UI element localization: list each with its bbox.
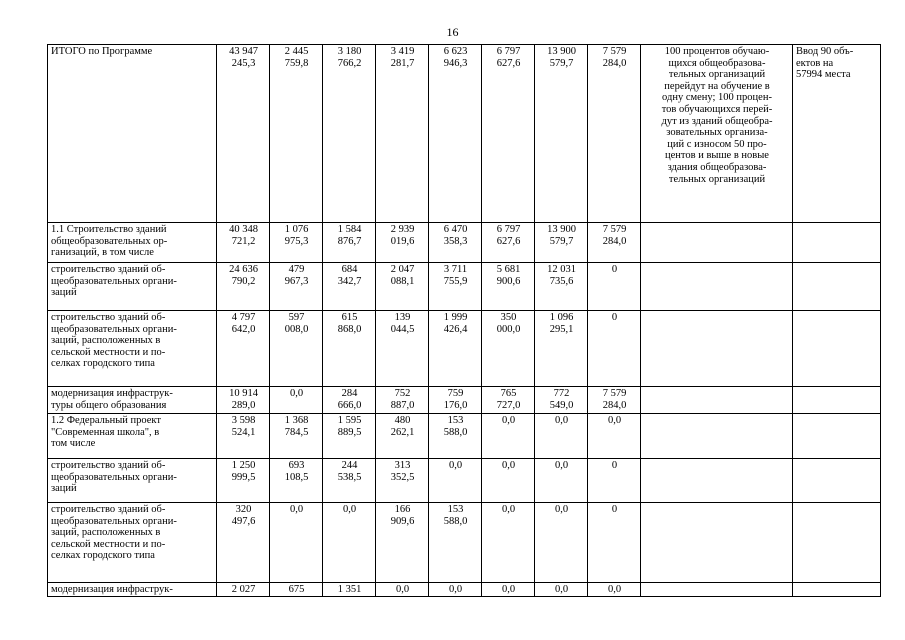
cell-line: 876,7 — [337, 235, 362, 247]
cell-line: 0,0 — [607, 415, 622, 426]
cell-line: 0,0 — [554, 504, 569, 515]
cell-line: 0 — [611, 312, 618, 323]
cell-line: 10 914 — [229, 388, 258, 399]
cell-line: 721,2 — [231, 235, 256, 247]
value-cell — [323, 503, 376, 583]
cell-line: строительство зданий об- — [51, 504, 166, 515]
row-label-cell — [48, 459, 217, 503]
cell-line: 784,5 — [284, 426, 309, 438]
program-funding-table — [47, 44, 881, 597]
value-cell — [535, 583, 588, 597]
cell-line: 627,6 — [496, 235, 521, 247]
cell-line: 549,0 — [549, 399, 574, 411]
page-number: 16 — [446, 25, 459, 39]
cell-line: 13 900 — [547, 224, 576, 235]
cell-line: 1 076 — [284, 224, 309, 235]
value-cell — [270, 387, 323, 414]
result-cell — [641, 583, 793, 597]
cell-line: модернизация инфраструк- — [51, 388, 173, 399]
value-cell — [429, 263, 482, 311]
row-label-cell — [48, 263, 217, 311]
cell-line: здания общеобразова- — [667, 161, 767, 173]
value-cell — [588, 223, 641, 263]
value-cell — [376, 503, 429, 583]
cell-line: 579,7 — [549, 235, 574, 247]
result-cell — [641, 311, 793, 387]
value-cell — [535, 387, 588, 414]
cell-line: "Современная школа", в — [51, 426, 160, 438]
cell-line: 350 — [500, 312, 517, 323]
row-label-cell — [48, 414, 217, 459]
value-cell — [217, 311, 270, 387]
row-label-cell — [48, 387, 217, 414]
cell-line: 166 — [394, 504, 411, 515]
value-cell — [535, 311, 588, 387]
cell-line: дут из зданий общеобра- — [661, 115, 773, 127]
cell-line: одну смену; 100 процен- — [662, 92, 772, 104]
value-cell — [270, 414, 323, 459]
cell-line: 0,0 — [501, 415, 516, 426]
value-cell — [270, 263, 323, 311]
cell-line: сельской местности и по- — [51, 346, 166, 358]
value-cell — [535, 503, 588, 583]
cell-line: 967,3 — [284, 275, 309, 287]
cell-line: 57994 места — [796, 69, 851, 81]
cell-line: 153 — [447, 415, 464, 426]
cell-line: общеобразовательных ор- — [51, 235, 168, 247]
value-cell — [429, 387, 482, 414]
cell-line: 426,4 — [443, 323, 468, 335]
value-cell — [429, 583, 482, 597]
cell-line: 284,0 — [602, 235, 627, 247]
target-cell — [793, 387, 881, 414]
table-row — [48, 45, 881, 223]
value-cell — [535, 223, 588, 263]
value-cell — [376, 387, 429, 414]
result-cell — [641, 503, 793, 583]
row-label-cell — [48, 503, 217, 583]
cell-line: 153 — [447, 504, 464, 515]
cell-line: 588,0 — [443, 426, 468, 438]
cell-line: 088,1 — [390, 275, 415, 287]
cell-line: 3 180 — [337, 46, 362, 57]
cell-line: заций — [51, 483, 77, 495]
value-cell — [482, 223, 535, 263]
cell-line: 262,1 — [390, 426, 415, 438]
cell-line: тов обучающихся перей- — [661, 103, 773, 115]
cell-line: 176,0 — [443, 399, 468, 411]
cell-line: 0,0 — [554, 415, 569, 426]
value-cell — [376, 414, 429, 459]
value-cell — [535, 414, 588, 459]
cell-line: 0,0 — [289, 504, 304, 515]
value-cell — [376, 311, 429, 387]
value-cell — [323, 414, 376, 459]
cell-line: 909,6 — [390, 515, 415, 527]
value-cell — [323, 223, 376, 263]
cell-line: 0,0 — [289, 388, 304, 399]
value-cell — [588, 583, 641, 597]
value-cell — [217, 503, 270, 583]
value-cell — [588, 311, 641, 387]
cell-line: 2 939 — [390, 224, 415, 235]
row-label-cell — [48, 45, 217, 223]
cell-line: 0,0 — [342, 504, 357, 515]
value-cell — [535, 459, 588, 503]
table-row — [48, 503, 881, 583]
value-cell — [482, 503, 535, 583]
value-cell — [217, 414, 270, 459]
cell-line: 497,6 — [231, 515, 256, 527]
value-cell — [429, 503, 482, 583]
value-cell — [217, 583, 270, 597]
cell-line: 675 — [288, 584, 305, 595]
cell-line: заций, расположенных в — [51, 527, 161, 539]
cell-line: 1 368 — [284, 415, 309, 426]
cell-line: 579,7 — [549, 57, 574, 69]
table-row — [48, 263, 881, 311]
cell-line: 019,6 — [390, 235, 415, 247]
cell-line: туры общего образования — [51, 399, 167, 411]
cell-line: 900,6 — [496, 275, 521, 287]
cell-line: зовательных организа- — [666, 127, 768, 139]
cell-line: 358,3 — [443, 235, 468, 247]
row-label-cell — [48, 311, 217, 387]
cell-line: селках городского типа — [51, 550, 155, 562]
value-cell — [588, 387, 641, 414]
cell-line: 684 — [341, 264, 358, 275]
cell-line: 3 711 — [443, 264, 468, 275]
cell-line: 790,2 — [231, 275, 256, 287]
cell-line: 766,2 — [337, 57, 362, 69]
cell-line: заций — [51, 287, 77, 299]
cell-line: 666,0 — [337, 399, 362, 411]
cell-line: 000,0 — [496, 323, 521, 335]
target-cell — [793, 414, 881, 459]
target-cell — [793, 583, 881, 597]
cell-line: 3 598 — [231, 415, 256, 426]
cell-line: 889,5 — [337, 426, 362, 438]
target-cell — [793, 45, 881, 223]
cell-line: 0,0 — [501, 584, 516, 595]
value-cell — [323, 263, 376, 311]
cell-line: 313 — [394, 460, 411, 471]
cell-line: 479 — [288, 264, 305, 275]
cell-line: 887,0 — [390, 399, 415, 411]
cell-line: 289,0 — [231, 399, 256, 411]
cell-line: 524,1 — [231, 426, 256, 438]
cell-line: 2 445 — [284, 46, 309, 57]
cell-line: 1 250 — [231, 460, 256, 471]
cell-line: 0 — [611, 264, 618, 275]
value-cell — [482, 311, 535, 387]
target-cell — [793, 459, 881, 503]
value-cell — [429, 459, 482, 503]
cell-line: Ввод 90 объ- — [796, 46, 854, 57]
cell-line: 244 — [341, 460, 358, 471]
cell-line: селках городского типа — [51, 358, 155, 370]
cell-line: 6 470 — [443, 224, 468, 235]
value-cell — [482, 387, 535, 414]
value-cell — [323, 459, 376, 503]
value-cell — [588, 263, 641, 311]
cell-line: 7 579 — [602, 224, 627, 235]
cell-line: 108,5 — [284, 471, 309, 483]
cell-line: 24 636 — [229, 264, 258, 275]
value-cell — [217, 45, 270, 223]
cell-line: 6 797 — [496, 224, 521, 235]
cell-line: ИТОГО по Программе — [51, 46, 153, 57]
result-cell — [641, 459, 793, 503]
value-cell — [217, 223, 270, 263]
cell-line: 1 999 — [443, 312, 468, 323]
cell-line: 284,0 — [602, 399, 627, 411]
result-cell — [641, 263, 793, 311]
cell-line: 0,0 — [501, 460, 516, 471]
result-cell — [641, 45, 793, 223]
cell-line: тельных организаций — [668, 69, 766, 81]
cell-line: 0,0 — [448, 584, 463, 595]
table-row — [48, 311, 881, 387]
cell-line: 1 351 — [337, 584, 362, 595]
value-cell — [588, 414, 641, 459]
cell-line: 1.1 Строительство зданий — [51, 224, 167, 235]
value-cell — [323, 583, 376, 597]
value-cell — [429, 223, 482, 263]
value-cell — [482, 583, 535, 597]
table-row — [48, 459, 881, 503]
cell-line: 3 419 — [390, 46, 415, 57]
cell-line: 765 — [500, 388, 517, 399]
cell-line: 999,5 — [231, 471, 256, 483]
cell-line: ганизаций, в том числе — [51, 247, 154, 259]
value-cell — [217, 263, 270, 311]
cell-line: 342,7 — [337, 275, 362, 287]
cell-line: тельных организаций — [668, 173, 766, 185]
cell-line: щеобразовательных органи- — [51, 515, 177, 527]
cell-line: 12 031 — [547, 264, 576, 275]
cell-line: строительство зданий об- — [51, 312, 166, 323]
cell-line: 7 579 — [602, 388, 627, 399]
value-cell — [270, 459, 323, 503]
cell-line: 597 — [288, 312, 305, 323]
value-cell — [323, 387, 376, 414]
cell-line: заций, расположенных в — [51, 335, 161, 347]
cell-line: 1 096 — [549, 312, 574, 323]
value-cell — [376, 45, 429, 223]
cell-line: 6 797 — [496, 46, 521, 57]
cell-line: 40 348 — [229, 224, 258, 235]
value-cell — [429, 45, 482, 223]
cell-line: 044,5 — [390, 323, 415, 335]
cell-line: 0,0 — [395, 584, 410, 595]
target-cell — [793, 263, 881, 311]
cell-line: 100 процентов обучаю- — [664, 46, 770, 57]
cell-line: 615 — [341, 312, 358, 323]
cell-line: 6 623 — [443, 46, 468, 57]
cell-line: 0 — [611, 460, 618, 471]
result-cell — [641, 223, 793, 263]
cell-line: 642,0 — [231, 323, 256, 335]
cell-line: щеобразовательных органи- — [51, 323, 177, 335]
cell-line: щихся общеобразова- — [668, 57, 766, 69]
cell-line: 0,0 — [554, 460, 569, 471]
value-cell — [217, 387, 270, 414]
cell-line: 0,0 — [448, 460, 463, 471]
cell-line: 0,0 — [501, 504, 516, 515]
result-cell — [641, 387, 793, 414]
value-cell — [270, 311, 323, 387]
cell-line: 627,6 — [496, 57, 521, 69]
cell-line: том числе — [51, 438, 96, 450]
value-cell — [270, 503, 323, 583]
cell-line: щеобразовательных органи- — [51, 471, 177, 483]
cell-line: ектов на — [796, 57, 834, 69]
result-cell — [641, 414, 793, 459]
cell-line: 2 047 — [390, 264, 415, 275]
table-row — [48, 583, 881, 597]
cell-line: 7 579 — [602, 46, 627, 57]
cell-line: 946,3 — [443, 57, 468, 69]
value-cell — [588, 45, 641, 223]
cell-line: 295,1 — [549, 323, 574, 335]
value-cell — [429, 311, 482, 387]
cell-line: 1.2 Федеральный проект — [51, 415, 161, 426]
cell-line: 727,0 — [496, 399, 521, 411]
value-cell — [217, 459, 270, 503]
cell-line: 1 595 — [337, 415, 362, 426]
value-cell — [270, 45, 323, 223]
value-cell — [270, 583, 323, 597]
cell-line: 5 681 — [496, 264, 521, 275]
cell-line: 1 584 — [337, 224, 362, 235]
value-cell — [376, 223, 429, 263]
table-row — [48, 223, 881, 263]
cell-line: 755,9 — [443, 275, 468, 287]
value-cell — [270, 223, 323, 263]
cell-line: 281,7 — [390, 57, 415, 69]
cell-line: 0,0 — [554, 584, 569, 595]
value-cell — [482, 263, 535, 311]
cell-line: 588,0 — [443, 515, 468, 527]
cell-line: 43 947 — [229, 46, 258, 57]
cell-line: 975,3 — [284, 235, 309, 247]
target-cell — [793, 503, 881, 583]
cell-line: строительство зданий об- — [51, 460, 166, 471]
cell-line: 352,5 — [390, 471, 415, 483]
cell-line: 693 — [288, 460, 305, 471]
cell-line: щеобразовательных органи- — [51, 275, 177, 287]
cell-line: 759,8 — [284, 57, 309, 69]
cell-line: 284 — [341, 388, 358, 399]
cell-line: 538,5 — [337, 471, 362, 483]
cell-line: 772 — [553, 388, 570, 399]
row-label-cell — [48, 223, 217, 263]
value-cell — [376, 583, 429, 597]
cell-line: 13 900 — [547, 46, 576, 57]
cell-line: строительство зданий об- — [51, 264, 166, 275]
cell-line: ций с износом 50 про- — [667, 138, 767, 150]
cell-line: 0,0 — [607, 584, 622, 595]
target-cell — [793, 311, 881, 387]
cell-line: 2 027 — [231, 584, 256, 595]
value-cell — [323, 45, 376, 223]
value-cell — [535, 45, 588, 223]
cell-line: 759 — [447, 388, 464, 399]
value-cell — [376, 459, 429, 503]
value-cell — [482, 45, 535, 223]
cell-line: 320 — [235, 504, 252, 515]
table-row — [48, 414, 881, 459]
cell-line: центов и выше в новые — [665, 150, 769, 162]
cell-line: 868,0 — [337, 323, 362, 335]
cell-line: 752 — [394, 388, 411, 399]
value-cell — [588, 459, 641, 503]
target-cell — [793, 223, 881, 263]
table-row — [48, 387, 881, 414]
value-cell — [482, 459, 535, 503]
value-cell — [588, 503, 641, 583]
cell-line: 4 797 — [231, 312, 256, 323]
cell-line: 480 — [394, 415, 411, 426]
value-cell — [323, 311, 376, 387]
cell-line: 139 — [394, 312, 411, 323]
cell-line: модернизация инфраструк- — [51, 584, 173, 595]
cell-line: перейдут на обучение в — [664, 80, 770, 92]
cell-line: 735,6 — [549, 275, 574, 287]
value-cell — [482, 414, 535, 459]
value-cell — [535, 263, 588, 311]
row-label-cell — [48, 583, 217, 597]
cell-line: 008,0 — [284, 323, 309, 335]
value-cell — [376, 263, 429, 311]
cell-line: 284,0 — [602, 57, 627, 69]
cell-line: 245,3 — [231, 57, 256, 69]
cell-line: 0 — [611, 504, 618, 515]
cell-line: сельской местности и по- — [51, 538, 166, 550]
value-cell — [429, 414, 482, 459]
